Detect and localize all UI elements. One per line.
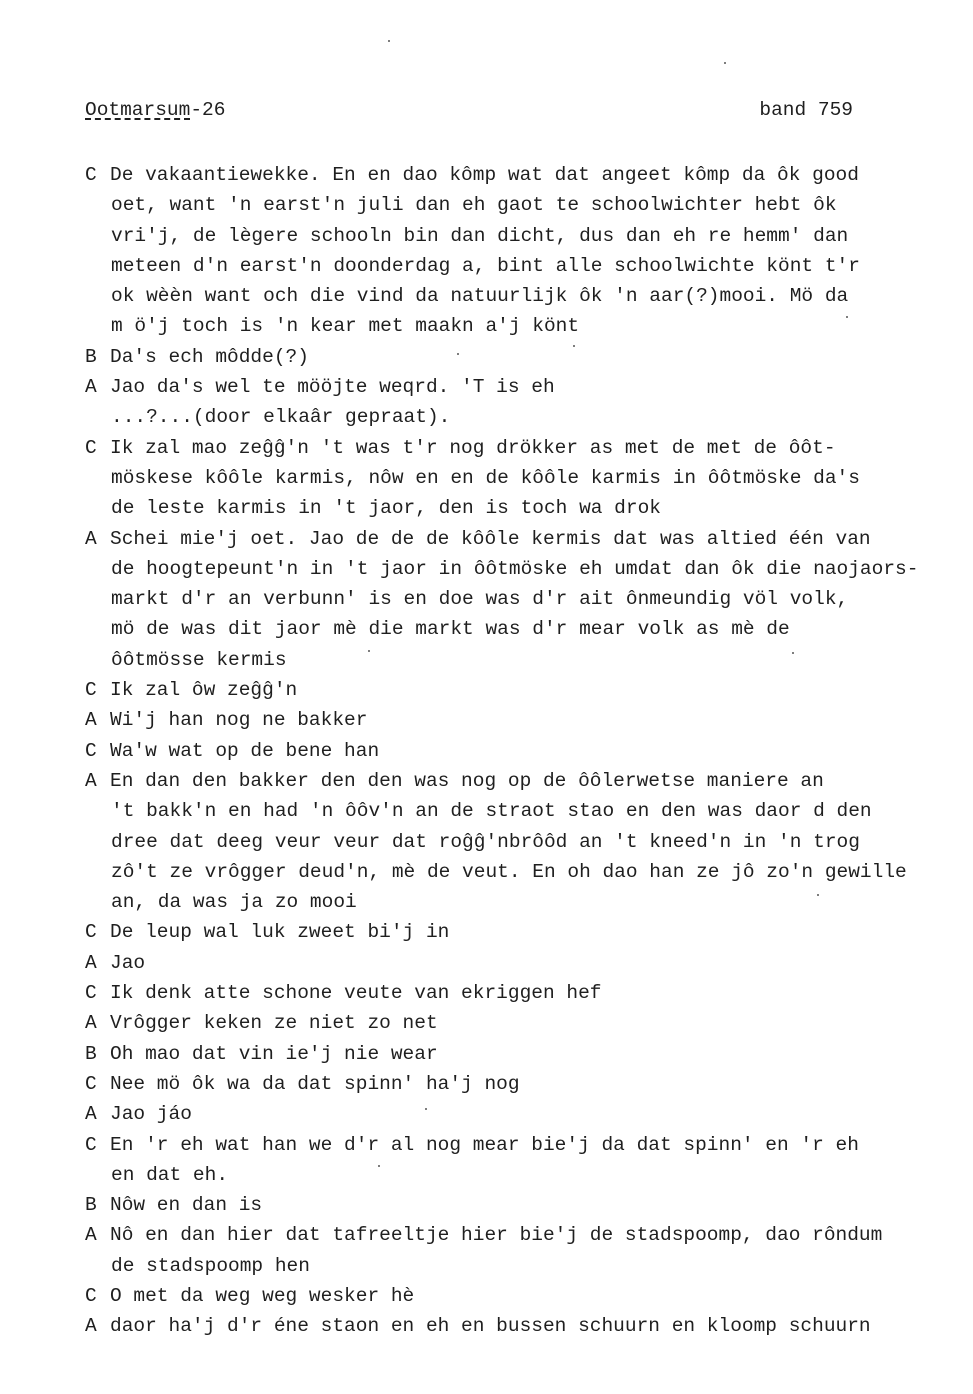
utterance [110,1069,965,1099]
place-name: Ootmarsum [85,99,191,121]
utterance-line: Vrôgger keken ze niet zo net [110,1012,438,1035]
scan-speck [846,316,848,318]
dialogue-turn [85,1190,965,1220]
speaker-label: C [85,679,97,702]
utterance [110,978,965,1008]
utterance-line: möskese kôôle karmis, nôw en en de kôôle karmis in ôôtmöske da's [111,466,860,489]
speaker-label: C [85,982,97,1005]
utterance-line: Nôw en dan is [110,1194,263,1217]
utterance-line: De leup wal luk zweet bi'j in [110,921,450,944]
utterance-line: Oh mao dat vin ie'j nie wear [110,1042,438,1065]
utterance [110,1190,965,1220]
utterance-line: meteen d'n earst'n doonderdag a, bint alle schoolwichte könt t'r [111,254,860,277]
utterance-line: mö de was dit jaor mè die markt was d'r mear volk as mè de [111,618,790,641]
utterance-line: de stadspoomp hen [111,1254,310,1277]
dialogue-turn [85,372,965,433]
utterance-line: zô't ze vrôgger deud'n, mè de veut. En oh dao han ze jô zo'n gewille [111,860,907,883]
scan-speck [817,894,819,896]
speaker-label: B [85,1042,97,1065]
speaker-label: C [85,1133,97,1156]
dialogue-turn [85,433,965,524]
utterance-line: ôôtmösse kermis [111,648,287,671]
utterance [110,1008,965,1038]
scan-speck [388,40,390,42]
utterance [110,705,965,735]
utterance-line: Ik zal ôw zeĝĝ'n [110,679,298,702]
utterance-line: Da's ech môdde(?) [110,345,309,368]
utterance [110,160,965,342]
speaker-label: C [85,1072,97,1095]
scan-speck [573,345,575,347]
utterance-line: Nô en dan hier dat tafreeltje hier bie'j de stadspoomp, dao rôndum [110,1224,883,1247]
speaker-label: A [85,527,97,550]
dialogue-turn [85,524,965,675]
utterance-line: en dat eh. [111,1163,229,1186]
speaker-label: A [85,709,97,732]
utterance [110,1099,965,1129]
utterance [110,736,965,766]
utterance-line: De vakaantiewekke. En en dao kômp wat dat angeet kômp da ôk good [110,164,859,186]
page-header [85,99,853,125]
dialogue-turn [85,766,965,917]
utterance [110,1311,965,1341]
utterance-line: 't bakk'n en had 'n ôôv'n an de straot stao en den was daor d den [111,800,872,823]
dialogue-turn [85,1281,965,1311]
utterance-line: En dan den bakker den den was nog op de ôôlerwetse maniere an [110,769,824,792]
page-reference [85,99,225,121]
utterance-line: dree dat deeg veur veur dat roĝĝ'nbrôôd an 't kneed'n in 'n trog [111,830,860,853]
speaker-label: C [85,436,97,459]
scan-speck [368,650,370,652]
dialogue-turn [85,917,965,947]
utterance-line: Jao [110,951,146,974]
utterance-line: ok wèèn want och die vind da natuurlijk ôk 'n aar(?)mooi. Mö da [111,285,849,308]
dialogue-turn [85,1039,965,1069]
speaker-label: C [85,739,97,762]
dialogue-turn [85,1130,965,1191]
tape-number: band 759 [759,99,853,121]
utterance [110,342,965,372]
dialogue-turn [85,948,965,978]
utterance-line: an, da was ja zo mooi [111,891,357,914]
utterance-line: En 'r eh wat han we d'r al nog mear bie'j da dat spinn' en 'r eh [110,1133,859,1156]
dialogue-turn [85,1311,965,1341]
transcript [85,160,965,1342]
dialogue-turn [85,978,965,1008]
utterance-line: Jao da's wel te mööjte weqrd. 'T is eh [110,376,555,399]
utterance [110,1039,965,1069]
dialogue-turn [85,705,965,735]
speaker-label: B [85,345,97,368]
utterance-line: Nee mö ôk wa da dat spinn' ha'j nog [110,1072,520,1095]
utterance-line: O met da weg weg wesker hè [110,1284,415,1307]
dialogue-turn [85,1099,965,1129]
speaker-label: A [85,951,97,974]
dialogue-turn [85,1008,965,1038]
utterance-line: Ik denk atte schone veute van ekriggen hef [110,982,602,1005]
utterance [110,948,965,978]
utterance-line: ...?...(door elkaâr gepraat). [111,406,451,429]
utterance [110,917,965,947]
utterance [110,524,965,675]
utterance [110,1130,965,1191]
speaker-label: A [85,1315,97,1338]
speaker-label: C [85,1284,97,1307]
speaker-label: C [85,921,97,944]
utterance-line: Jao jáo [110,1103,192,1126]
scan-speck [378,1165,380,1167]
utterance [110,1281,965,1311]
utterance-line: vri'j, de lègere schooln bin dan dicht, dus dan eh re hemm' dan [111,224,849,247]
utterance [110,1220,965,1281]
dialogue-turn [85,1220,965,1281]
dialogue-turn [85,675,965,705]
dialogue-turn [85,1069,965,1099]
speaker-label: A [85,769,97,792]
utterance [110,372,965,433]
utterance-line: de leste karmis in 't jaor, den is toch wa drok [111,497,661,520]
speaker-label: A [85,1012,97,1035]
scan-speck [425,1108,427,1110]
utterance [110,675,965,705]
dialogue-turn [85,160,965,342]
scan-speck [724,62,726,64]
dialogue-turn [85,736,965,766]
utterance-line: m ö'j toch is 'n kear met maakn a'j könt [111,315,580,338]
speaker-label: A [85,1103,97,1126]
speaker-label: C [85,164,97,186]
utterance-line: Wi'j han nog ne bakker [110,709,368,732]
dialogue-turn [85,342,965,372]
utterance-line: Schei mie'j oet. Jao de de de kôôle kermis dat was altied één van [110,527,871,550]
utterance-line: oet, want 'n earst'n juli dan eh gaot te schoolwichter hebt ôk [111,194,837,217]
utterance-line: Ik zal mao zeĝĝ'n 't was t'r nog drökker as met de met de ôôt- [110,436,836,459]
utterance-line: daor ha'j d'r éne staon en eh en bussen schuurn en kloomp schuurn [110,1315,871,1338]
speaker-label: A [85,1224,97,1247]
utterance-line: markt d'r an verbunn' is en doe was d'r ait ônmeundig völ volk, [111,588,849,611]
utterance [110,433,965,524]
scan-speck [457,353,459,355]
utterance-line: Wa'w wat op de bene han [110,739,380,762]
page-number: -26 [190,99,226,121]
speaker-label: B [85,1194,97,1217]
utterance-line: de hoogtepeunt'n in 't jaor in ôôtmöske eh umdat dan ôk die naojaors- [111,557,919,580]
utterance [110,766,965,917]
speaker-label: A [85,376,97,399]
scan-speck [792,652,794,654]
